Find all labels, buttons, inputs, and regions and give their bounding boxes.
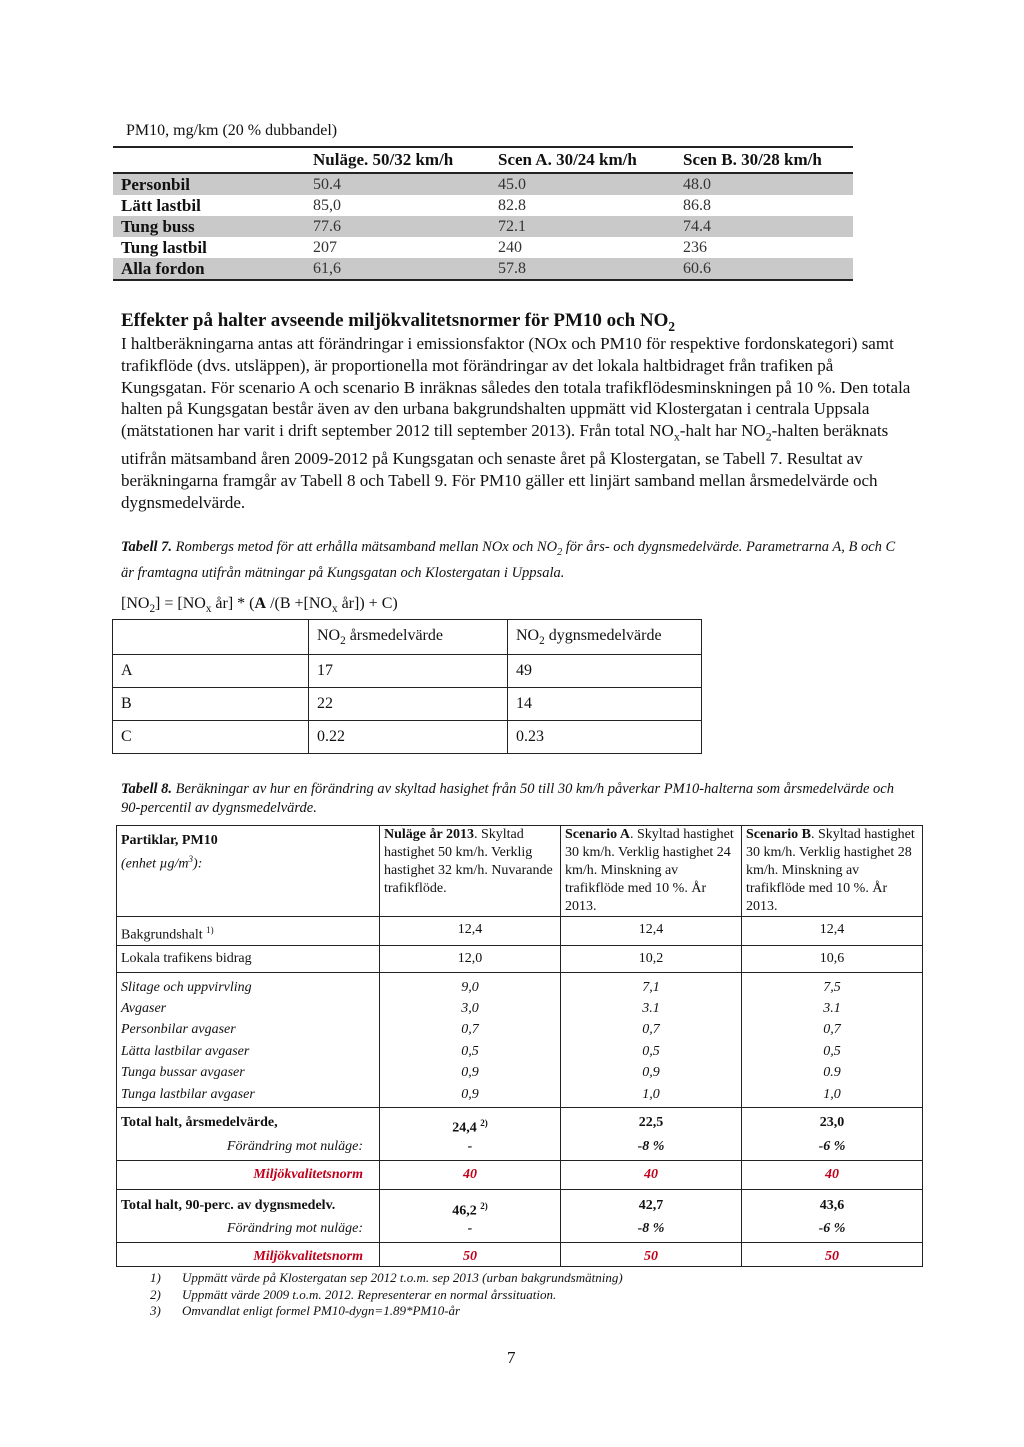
table-header-cell: Nuläge år 2013. Skyltad hastighet 50 km/h. Verklig hastighet 32 km/h. Nuvarande trafikflöde. [380, 826, 561, 917]
table-row [117, 945, 923, 972]
row-label: Bakgrundshalt $^{1)}$ [117, 917, 380, 946]
table-cell: 0.23 [508, 721, 702, 754]
table-header-cell [113, 147, 313, 173]
table-cell: 45.0 [498, 173, 683, 195]
pm10-emissions-table [113, 146, 853, 281]
table7-caption: Tabell 7. Rombergs metod för att erhålla mätsamband mellan NOx och $NO_2$ för års- och dygnsmedelvärde. Parametrarna A, B och C är framtagna utifrån mätningar på Kungsgatan och Klostergatan i Uppsala. [121, 539, 896, 581]
table-row [117, 1138, 923, 1161]
table-cell: 40 [742, 1160, 923, 1189]
table1-caption: PM10, mg/km (20 % dubbandel) [126, 122, 338, 139]
table-cell: 48.0 [683, 173, 853, 195]
table-row [117, 917, 923, 946]
table-row [113, 216, 853, 237]
table-row [117, 1160, 923, 1189]
table-cell: 43,6 [742, 1189, 923, 1220]
table-header-row [113, 147, 853, 173]
romberg-parameters-table [112, 619, 702, 754]
row-label: Total halt, 90-perc. av dygnsmedelv. [117, 1189, 380, 1220]
table-cell: 72.1 [498, 216, 683, 237]
table-cell: 240 [498, 238, 522, 256]
row-label: Lokala trafikens bidrag [117, 945, 380, 972]
table-row [113, 688, 702, 721]
table-cell: 12,4 [380, 917, 561, 946]
detail-labels: Slitage och uppvirvling Avgaser Personbilar avgaser Lätta lastbilar avgaser Tunga bussar avgaser Tunga lastbilar avgaser [117, 972, 380, 1107]
table-header-cell: Scenario B. Skyltad hastighet 30 km/h. Verklig hastighet 28 km/h. Minskning av trafikflöde med 10 %. År 2013. [742, 826, 923, 917]
table-header-cell: Nuläge. 50/32 km/h [313, 150, 454, 169]
table-header-cell: $NO_2$ årsmedelvärde [309, 620, 508, 655]
detail-values-nulage: 9,0 3,0 0,7 0,5 0,9 0,9 [380, 972, 561, 1107]
table-cell: 10,2 [561, 945, 742, 972]
table-cell: -6 % [742, 1220, 923, 1243]
row-label: C [113, 721, 309, 754]
footnote: 3) Omvandlat enligt formel PM10-dygn=1.89*PM10-år [150, 1303, 461, 1318]
table-header-cell: Scenario A. Skyltad hastighet 30 km/h. Verklig hastighet 24 km/h. Minskning av trafikflöde med 10 %. År 2013. [561, 826, 742, 917]
footnote: 2) Uppmätt värde 2009 t.o.m. 2012. Representerar en normal årssituation. [150, 1286, 557, 1302]
footnotes [150, 1270, 623, 1320]
table-cell: -6 % [742, 1138, 923, 1161]
table-cell: - [380, 1220, 561, 1243]
table-cell: -8 % [561, 1138, 742, 1161]
table-cell: 77.6 [313, 216, 498, 237]
table-header-cell: Scen B. 30/28 km/h [683, 150, 822, 169]
table-cell: -8 % [561, 1220, 742, 1243]
row-label: Tung lastbil [121, 237, 207, 257]
table-cell: 46,2 $^{2)}$ [380, 1189, 561, 1220]
table-cell: 50 [561, 1243, 742, 1267]
table-header-cell: $NO_2$ dygnsmedelvärde [508, 620, 702, 655]
table-cell: 22 [309, 688, 508, 721]
table-cell: 60.6 [683, 258, 853, 280]
table-cell: 86.8 [683, 196, 711, 214]
page-number: 7 [507, 1348, 516, 1367]
pm10-scenario-table [116, 825, 923, 1267]
row-label: Tung buss [113, 216, 313, 237]
table-header-cell [113, 620, 309, 655]
row-label: Miljökvalitetsnorm [117, 1243, 380, 1267]
table-cell: 23,0 [742, 1107, 923, 1138]
table-cell: 50.4 [313, 173, 498, 195]
table-cell: 17 [309, 655, 508, 688]
table-row [113, 237, 853, 258]
table-row [117, 972, 923, 1107]
table-row [117, 1220, 923, 1243]
table-row [117, 1107, 923, 1138]
row-label: Miljökvalitetsnorm [117, 1160, 380, 1189]
table-row [117, 1243, 923, 1267]
table-header-cell: Partiklar, PM10 (enhet $\mu g/m^3$): [117, 826, 380, 917]
row-label: Total halt, årsmedelvärde, [117, 1107, 380, 1138]
row-label: Förändring mot nuläge: [117, 1220, 380, 1243]
table8-caption: Tabell 8. Beräkningar av hur en förändring av skyltad hasighet från 50 till 30 km/h påverkar PM10-halterna som årsmedelvärde och 90-percentil av dygnsmedelvärde. [121, 781, 894, 816]
table-cell: 40 [380, 1160, 561, 1189]
table-cell: 207 [313, 238, 337, 256]
table-cell: 12,0 [380, 945, 561, 972]
footnote: 1) Uppmätt värde på Klostergatan sep 2012 t.o.m. sep 2013 (urban bakgrundsmätning) [150, 1270, 623, 1285]
table-cell: 236 [683, 238, 707, 256]
table-cell: 82.8 [498, 196, 526, 214]
table-row [113, 195, 853, 216]
table-cell: 61,6 [313, 258, 498, 280]
table-cell: 0.22 [309, 721, 508, 754]
row-label: B [113, 688, 309, 721]
table-cell: 50 [380, 1243, 561, 1267]
table-row [113, 655, 702, 688]
row-label: Alla fordon [113, 258, 313, 280]
table-cell: 24,4 $^{2)}$ [380, 1107, 561, 1138]
table-header-row [113, 620, 702, 655]
romberg-formula: $[NO_2] = [NO_x$ år] * (A $/(B +[NO_x$ år]) + C) [121, 595, 398, 616]
detail-values-scenario-a: 7,1 3.1 0,7 0,5 0,9 1,0 [561, 972, 742, 1107]
row-label: Förändring mot nuläge: [117, 1138, 380, 1161]
table-cell: 85,0 [313, 196, 341, 214]
table-cell: 49 [508, 655, 702, 688]
section-heading: Effekter på halter avseende miljökvalitetsnormer för PM10 och $NO_2$ [121, 310, 676, 334]
row-label: Lätt lastbil [121, 195, 201, 215]
table-row [113, 721, 702, 754]
table-cell: 40 [561, 1160, 742, 1189]
table-row [113, 258, 853, 280]
section-body: I haltberäkningarna antas att förändringar i emissionsfaktor (NOx och PM10 för respektive fordonskategori) samt trafikflöde (dvs. utsläppen), är proportionella mot förändringar av det lokala haltbidraget från trafiken på Kungsgatan. För scenario A och scenario B inräknas således den totala trafikflödesminskningen på 10 %. Den totala halten på Kungsgatan består även av den urbana bakgrundshalten uppmätt vid Klostergatan i centrala Uppsala (mätstationen har varit i drift september 2012 till september 2013). Från total $NO_x$-halt har $NO_2$-halten beräknats utifrån mätsamband åren 2009-2012 på Kungsgatan och senaste året på Klostergatan, se Tabell 7. Resultat av beräkningarna framgår av Tabell 8 och Tabell 9. För PM10 gäller ett linjärt samband mellan årsmedelvärde och dygnsmedelvärde. [121, 334, 911, 512]
table-header-cell: Scen A. 30/24 km/h [498, 150, 637, 169]
row-label: Personbil [113, 173, 313, 195]
table-cell: 22,5 [561, 1107, 742, 1138]
table-cell: 10,6 [742, 945, 923, 972]
table-cell: 74.4 [683, 216, 853, 237]
detail-values-scenario-b: 7,5 3.1 0,7 0,5 0.9 1,0 [742, 972, 923, 1107]
table-cell: 50 [742, 1243, 923, 1267]
table-header-row [117, 826, 923, 917]
table-row [117, 1189, 923, 1220]
table-cell: 42,7 [561, 1189, 742, 1220]
table-cell: - [380, 1138, 561, 1161]
table-cell: 57.8 [498, 258, 683, 280]
table-cell: 12,4 [561, 917, 742, 946]
table-row [113, 173, 853, 195]
table-cell: 12,4 [742, 917, 923, 946]
table-cell: 14 [508, 688, 702, 721]
row-label: A [113, 655, 309, 688]
